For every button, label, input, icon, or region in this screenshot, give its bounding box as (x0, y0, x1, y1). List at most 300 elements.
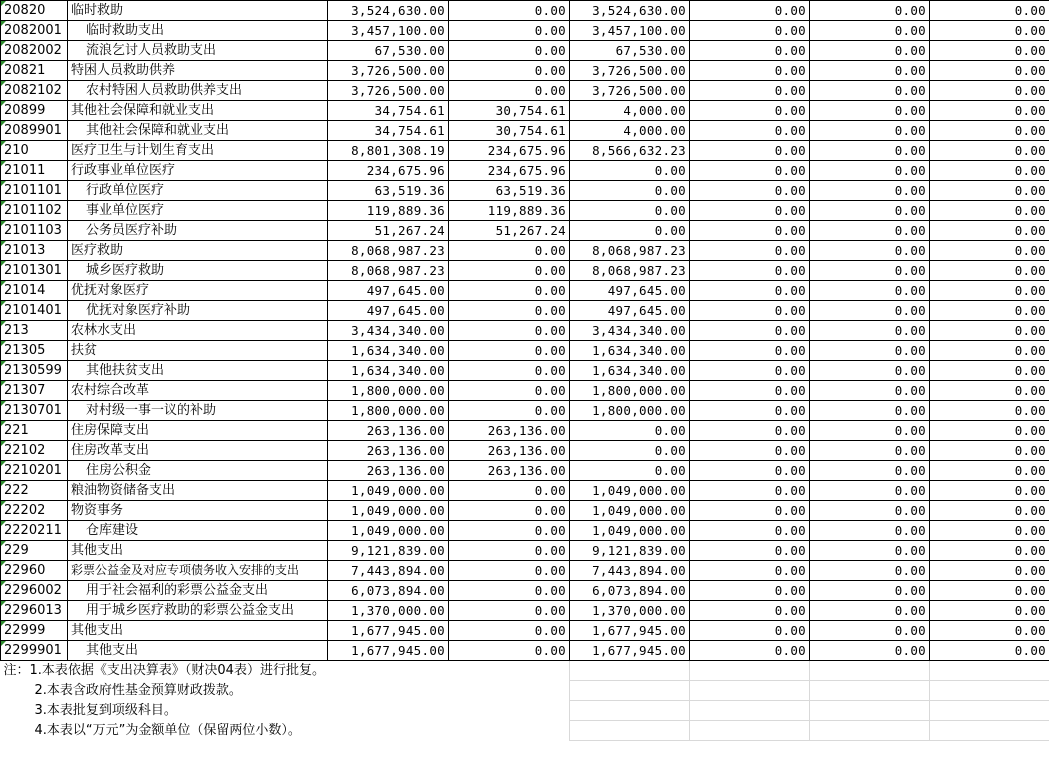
amount-cell[interactable]: 0.00 (930, 321, 1049, 341)
subject-name-cell[interactable]: 用于城乡医疗救助的彩票公益金支出 (68, 601, 328, 621)
amount-cell[interactable]: 0.00 (930, 41, 1049, 61)
amount-cell[interactable]: 0.00 (690, 561, 810, 581)
amount-cell[interactable]: 3,524,630.00 (328, 1, 449, 21)
amount-cell[interactable]: 0.00 (449, 581, 570, 601)
amount-cell[interactable]: 3,434,340.00 (570, 321, 690, 341)
subject-name-cell[interactable]: 仓库建设 (68, 521, 328, 541)
amount-cell[interactable]: 0.00 (449, 501, 570, 521)
table-row (1, 381, 1049, 401)
subject-name-cell[interactable]: 特困人员救助供养 (68, 61, 328, 81)
amount-cell[interactable]: 0.00 (810, 421, 930, 441)
empty-cell[interactable] (570, 721, 690, 741)
amount-cell[interactable]: 0.00 (690, 581, 810, 601)
subject-name-cell[interactable]: 农村综合改革 (68, 381, 328, 401)
subject-code-cell[interactable]: 21014 (1, 281, 68, 301)
amount-cell[interactable]: 0.00 (930, 641, 1049, 661)
amount-cell[interactable]: 63,519.36 (328, 181, 449, 201)
table-row (1, 221, 1049, 241)
empty-cell[interactable] (810, 701, 930, 721)
amount-cell[interactable]: 0.00 (930, 461, 1049, 481)
amount-cell[interactable]: 0.00 (690, 541, 810, 561)
subject-name-cell[interactable]: 临时救助 (68, 1, 328, 21)
subject-code-cell[interactable]: 2210201 (1, 461, 68, 481)
subject-code-cell[interactable]: 20899 (1, 101, 68, 121)
subject-name-cell[interactable]: 临时救助支出 (68, 21, 328, 41)
amount-cell[interactable]: 0.00 (930, 501, 1049, 521)
amount-cell[interactable]: 263,136.00 (449, 421, 570, 441)
amount-cell[interactable]: 0.00 (449, 561, 570, 581)
amount-cell[interactable]: 0.00 (930, 241, 1049, 261)
subject-code-cell[interactable]: 221 (1, 421, 68, 441)
subject-code-cell[interactable]: 2101102 (1, 201, 68, 221)
empty-cell[interactable] (690, 681, 810, 701)
amount-cell[interactable]: 63,519.36 (449, 181, 570, 201)
amount-cell[interactable]: 0.00 (810, 81, 930, 101)
amount-cell[interactable]: 0.00 (810, 301, 930, 321)
amount-cell[interactable]: 263,136.00 (328, 461, 449, 481)
empty-cell[interactable] (930, 721, 1049, 741)
amount-cell[interactable]: 8,068,987.23 (570, 241, 690, 261)
amount-cell[interactable]: 1,370,000.00 (328, 601, 449, 621)
amount-cell[interactable]: 1,800,000.00 (570, 381, 690, 401)
amount-cell[interactable]: 263,136.00 (449, 441, 570, 461)
subject-code-cell[interactable]: 22999 (1, 621, 68, 641)
amount-cell[interactable]: 0.00 (810, 101, 930, 121)
amount-cell[interactable]: 0.00 (810, 21, 930, 41)
amount-cell[interactable]: 0.00 (930, 601, 1049, 621)
amount-cell[interactable]: 8,566,632.23 (570, 141, 690, 161)
amount-cell[interactable]: 0.00 (810, 541, 930, 561)
amount-cell[interactable]: 0.00 (570, 221, 690, 241)
amount-cell[interactable]: 1,634,340.00 (570, 341, 690, 361)
amount-cell[interactable]: 0.00 (690, 161, 810, 181)
amount-cell[interactable]: 0.00 (449, 361, 570, 381)
table-row (1, 321, 1049, 341)
table-row (1, 541, 1049, 561)
amount-cell[interactable]: 0.00 (690, 221, 810, 241)
subject-code-cell[interactable]: 2082001 (1, 21, 68, 41)
subject-name-cell[interactable]: 流浪乞讨人员救助支出 (68, 41, 328, 61)
subject-name-cell[interactable]: 行政单位医疗 (68, 181, 328, 201)
amount-cell[interactable]: 1,049,000.00 (570, 501, 690, 521)
amount-cell[interactable]: 7,443,894.00 (328, 561, 449, 581)
amount-cell[interactable]: 34,754.61 (328, 101, 449, 121)
amount-cell[interactable]: 1,634,340.00 (328, 341, 449, 361)
amount-cell[interactable]: 0.00 (810, 1, 930, 21)
amount-cell[interactable]: 0.00 (810, 561, 930, 581)
subject-name-cell[interactable]: 事业单位医疗 (68, 201, 328, 221)
amount-cell[interactable]: 0.00 (690, 21, 810, 41)
subject-code-cell[interactable]: 2101301 (1, 261, 68, 281)
amount-cell[interactable]: 0.00 (930, 81, 1049, 101)
amount-cell[interactable]: 0.00 (570, 421, 690, 441)
empty-cell[interactable] (570, 661, 690, 681)
amount-cell[interactable]: 0.00 (810, 121, 930, 141)
amount-cell[interactable]: 3,524,630.00 (570, 1, 690, 21)
amount-cell[interactable]: 0.00 (449, 21, 570, 41)
amount-cell[interactable]: 1,800,000.00 (328, 381, 449, 401)
subject-name-cell[interactable]: 彩票公益金及对应专项债务收入安排的支出 (68, 561, 328, 581)
subject-name-cell[interactable]: 医疗救助 (68, 241, 328, 261)
amount-cell[interactable]: 1,677,945.00 (328, 641, 449, 661)
subject-code-cell[interactable]: 2101103 (1, 221, 68, 241)
amount-cell[interactable]: 0.00 (930, 361, 1049, 381)
amount-cell[interactable]: 0.00 (930, 21, 1049, 41)
empty-cell[interactable] (570, 701, 690, 721)
amount-cell[interactable]: 0.00 (930, 561, 1049, 581)
amount-cell[interactable]: 0.00 (810, 201, 930, 221)
amount-cell[interactable]: 51,267.24 (449, 221, 570, 241)
amount-cell[interactable]: 0.00 (690, 261, 810, 281)
amount-cell[interactable]: 263,136.00 (328, 421, 449, 441)
amount-cell[interactable]: 0.00 (449, 61, 570, 81)
subject-code-cell[interactable]: 222 (1, 481, 68, 501)
amount-cell[interactable]: 9,121,839.00 (328, 541, 449, 561)
amount-cell[interactable]: 1,800,000.00 (328, 401, 449, 421)
subject-name-cell[interactable]: 城乡医疗救助 (68, 261, 328, 281)
subject-name-cell[interactable]: 物资事务 (68, 501, 328, 521)
amount-cell[interactable]: 3,726,500.00 (328, 61, 449, 81)
amount-cell[interactable]: 0.00 (810, 621, 930, 641)
table-row (1, 281, 1049, 301)
amount-cell[interactable]: 0.00 (690, 521, 810, 541)
subject-name-cell[interactable]: 其他支出 (68, 541, 328, 561)
subject-code-cell[interactable]: 2296002 (1, 581, 68, 601)
amount-cell[interactable]: 0.00 (810, 441, 930, 461)
amount-cell[interactable]: 0.00 (690, 181, 810, 201)
amount-cell[interactable]: 1,049,000.00 (328, 481, 449, 501)
amount-cell[interactable]: 0.00 (690, 381, 810, 401)
amount-cell[interactable]: 1,634,340.00 (570, 361, 690, 381)
amount-cell[interactable]: 0.00 (930, 621, 1049, 641)
amount-cell[interactable]: 263,136.00 (449, 461, 570, 481)
subject-name-cell[interactable]: 公务员医疗补助 (68, 221, 328, 241)
amount-cell[interactable]: 0.00 (930, 381, 1049, 401)
subject-name-cell[interactable]: 对村级一事一议的补助 (68, 401, 328, 421)
subject-name-cell[interactable]: 农林水支出 (68, 321, 328, 341)
amount-cell[interactable]: 0.00 (570, 441, 690, 461)
amount-cell[interactable]: 0.00 (930, 61, 1049, 81)
subject-code-cell[interactable]: 2220211 (1, 521, 68, 541)
amount-cell[interactable]: 3,457,100.00 (328, 21, 449, 41)
amount-cell[interactable]: 0.00 (810, 161, 930, 181)
amount-cell[interactable]: 0.00 (810, 461, 930, 481)
amount-cell[interactable]: 0.00 (449, 401, 570, 421)
table-row (1, 101, 1049, 121)
amount-cell[interactable]: 0.00 (449, 621, 570, 641)
amount-cell[interactable]: 0.00 (690, 641, 810, 661)
amount-cell[interactable]: 119,889.36 (449, 201, 570, 221)
amount-cell[interactable]: 67,530.00 (328, 41, 449, 61)
amount-cell[interactable]: 0.00 (810, 241, 930, 261)
amount-cell[interactable]: 0.00 (810, 641, 930, 661)
amount-cell[interactable]: 0.00 (810, 521, 930, 541)
amount-cell[interactable]: 0.00 (690, 501, 810, 521)
amount-cell[interactable]: 1,677,945.00 (570, 641, 690, 661)
amount-cell[interactable]: 0.00 (930, 281, 1049, 301)
subject-name-cell[interactable]: 用于社会福利的彩票公益金支出 (68, 581, 328, 601)
amount-cell[interactable]: 0.00 (570, 461, 690, 481)
amount-cell[interactable]: 0.00 (810, 41, 930, 61)
amount-cell[interactable]: 0.00 (930, 421, 1049, 441)
subject-code-cell[interactable]: 2082002 (1, 41, 68, 61)
table-row (1, 421, 1049, 441)
subject-name-cell[interactable]: 其他社会保障和就业支出 (68, 121, 328, 141)
amount-cell[interactable]: 6,073,894.00 (328, 581, 449, 601)
empty-cell[interactable] (570, 681, 690, 701)
amount-cell[interactable]: 3,434,340.00 (328, 321, 449, 341)
subject-name-cell[interactable]: 扶贫 (68, 341, 328, 361)
subject-code-cell[interactable]: 2101101 (1, 181, 68, 201)
note-text: 2.本表含政府性基金预算财政拨款。 (34, 683, 242, 698)
amount-cell[interactable]: 3,726,500.00 (570, 81, 690, 101)
amount-cell[interactable]: 67,530.00 (570, 41, 690, 61)
amount-cell[interactable]: 0.00 (930, 581, 1049, 601)
amount-cell[interactable]: 0.00 (690, 141, 810, 161)
amount-cell[interactable]: 0.00 (930, 181, 1049, 201)
amount-cell[interactable]: 0.00 (930, 481, 1049, 501)
amount-cell[interactable]: 0.00 (449, 1, 570, 21)
amount-cell[interactable]: 0.00 (810, 321, 930, 341)
amount-cell[interactable]: 0.00 (690, 241, 810, 261)
subject-name-cell[interactable]: 其他支出 (68, 641, 328, 661)
subject-name-cell[interactable]: 住房公积金 (68, 461, 328, 481)
empty-cell[interactable] (690, 661, 810, 681)
subject-code-cell[interactable]: 22102 (1, 441, 68, 461)
subject-code-cell[interactable]: 21305 (1, 341, 68, 361)
amount-cell[interactable]: 497,645.00 (570, 301, 690, 321)
amount-cell[interactable]: 8,801,308.19 (328, 141, 449, 161)
subject-name-cell[interactable]: 住房改革支出 (68, 441, 328, 461)
subject-code-cell[interactable]: 21307 (1, 381, 68, 401)
amount-cell[interactable]: 7,443,894.00 (570, 561, 690, 581)
amount-cell[interactable]: 497,645.00 (570, 281, 690, 301)
subject-name-cell[interactable]: 行政事业单位医疗 (68, 161, 328, 181)
amount-cell[interactable]: 0.00 (930, 541, 1049, 561)
amount-cell[interactable]: 0.00 (690, 61, 810, 81)
subject-code-cell[interactable]: 22960 (1, 561, 68, 581)
amount-cell[interactable]: 0.00 (690, 301, 810, 321)
subject-code-cell[interactable]: 2299901 (1, 641, 68, 661)
table-row (1, 501, 1049, 521)
amount-cell[interactable]: 0.00 (810, 361, 930, 381)
amount-cell[interactable]: 1,049,000.00 (570, 521, 690, 541)
subject-code-cell[interactable]: 21013 (1, 241, 68, 261)
subject-code-cell[interactable]: 213 (1, 321, 68, 341)
subject-name-cell[interactable]: 其他支出 (68, 621, 328, 641)
amount-cell[interactable]: 1,800,000.00 (570, 401, 690, 421)
subject-code-cell[interactable]: 2130701 (1, 401, 68, 421)
amount-cell[interactable]: 0.00 (930, 201, 1049, 221)
amount-cell[interactable]: 0.00 (810, 261, 930, 281)
amount-cell[interactable]: 30,754.61 (449, 101, 570, 121)
amount-cell[interactable]: 0.00 (930, 401, 1049, 421)
amount-cell[interactable]: 0.00 (930, 121, 1049, 141)
empty-cell[interactable] (930, 681, 1049, 701)
note-text: 4.本表以“万元”为金额单位（保留两位小数）。 (34, 723, 301, 738)
amount-cell[interactable]: 8,068,987.23 (328, 261, 449, 281)
amount-cell[interactable]: 1,049,000.00 (328, 521, 449, 541)
amount-cell[interactable]: 0.00 (810, 501, 930, 521)
amount-cell[interactable]: 30,754.61 (449, 121, 570, 141)
amount-cell[interactable]: 0.00 (810, 581, 930, 601)
table-row (1, 561, 1049, 581)
amount-cell[interactable]: 51,267.24 (328, 221, 449, 241)
amount-cell[interactable]: 0.00 (930, 261, 1049, 281)
empty-cell[interactable] (930, 701, 1049, 721)
subject-name-cell[interactable]: 其他扶贫支出 (68, 361, 328, 381)
subject-code-cell[interactable]: 210 (1, 141, 68, 161)
amount-cell[interactable]: 3,457,100.00 (570, 21, 690, 41)
amount-cell[interactable]: 4,000.00 (570, 121, 690, 141)
amount-cell[interactable]: 0.00 (449, 541, 570, 561)
amount-cell[interactable]: 497,645.00 (328, 281, 449, 301)
subject-code-cell[interactable]: 2089901 (1, 121, 68, 141)
amount-cell[interactable]: 0.00 (690, 481, 810, 501)
amount-cell[interactable]: 0.00 (810, 601, 930, 621)
note-text: 注：1.本表依据《支出决算表》（财决04表）进行批复。 (3, 663, 325, 679)
amount-cell[interactable]: 0.00 (449, 301, 570, 321)
amount-cell[interactable]: 0.00 (810, 221, 930, 241)
amount-cell[interactable]: 0.00 (930, 521, 1049, 541)
note-row (1, 701, 1049, 721)
subject-name-cell[interactable]: 医疗卫生与计划生育支出 (68, 141, 328, 161)
empty-cell[interactable] (810, 721, 930, 741)
amount-cell[interactable]: 119,889.36 (328, 201, 449, 221)
amount-cell[interactable]: 0.00 (930, 161, 1049, 181)
amount-cell[interactable]: 8,068,987.23 (328, 241, 449, 261)
amount-cell[interactable]: 0.00 (690, 81, 810, 101)
subject-code-cell[interactable]: 21011 (1, 161, 68, 181)
amount-cell[interactable]: 0.00 (930, 301, 1049, 321)
amount-cell[interactable]: 3,726,500.00 (570, 61, 690, 81)
amount-cell[interactable]: 234,675.96 (328, 161, 449, 181)
subject-name-cell[interactable]: 住房保障支出 (68, 421, 328, 441)
amount-cell[interactable]: 0.00 (810, 281, 930, 301)
amount-cell[interactable]: 0.00 (810, 181, 930, 201)
amount-cell[interactable]: 1,370,000.00 (570, 601, 690, 621)
subject-code-cell[interactable]: 2082102 (1, 81, 68, 101)
subject-code-cell[interactable]: 20821 (1, 61, 68, 81)
amount-cell[interactable]: 9,121,839.00 (570, 541, 690, 561)
note-row (1, 661, 1049, 681)
amount-cell[interactable]: 0.00 (930, 221, 1049, 241)
amount-cell[interactable]: 0.00 (810, 481, 930, 501)
amount-cell[interactable]: 0.00 (570, 181, 690, 201)
amount-cell[interactable]: 34,754.61 (328, 121, 449, 141)
subject-name-cell[interactable]: 优抚对象医疗 (68, 281, 328, 301)
amount-cell[interactable]: 0.00 (930, 1, 1049, 21)
amount-cell[interactable]: 0.00 (930, 441, 1049, 461)
amount-cell[interactable]: 0.00 (449, 481, 570, 501)
amount-cell[interactable]: 0.00 (449, 261, 570, 281)
empty-cell[interactable] (810, 661, 930, 681)
amount-cell[interactable]: 6,073,894.00 (570, 581, 690, 601)
amount-cell[interactable]: 0.00 (690, 441, 810, 461)
amount-cell[interactable]: 0.00 (690, 341, 810, 361)
amount-cell[interactable]: 0.00 (449, 641, 570, 661)
amount-cell[interactable]: 1,677,945.00 (570, 621, 690, 641)
amount-cell[interactable]: 0.00 (690, 121, 810, 141)
amount-cell[interactable]: 497,645.00 (328, 301, 449, 321)
note-text: 3.本表批复到项级科目。 (34, 703, 177, 718)
subject-code-cell[interactable]: 229 (1, 541, 68, 561)
subject-code-cell[interactable]: 22202 (1, 501, 68, 521)
amount-cell[interactable]: 1,049,000.00 (328, 501, 449, 521)
amount-cell[interactable]: 0.00 (690, 621, 810, 641)
amount-cell[interactable]: 0.00 (449, 381, 570, 401)
amount-cell[interactable]: 0.00 (690, 321, 810, 341)
amount-cell[interactable]: 0.00 (570, 201, 690, 221)
amount-cell[interactable]: 0.00 (449, 241, 570, 261)
table-row (1, 441, 1049, 461)
amount-cell[interactable]: 0.00 (930, 341, 1049, 361)
amount-cell[interactable]: 4,000.00 (570, 101, 690, 121)
empty-cell[interactable] (690, 721, 810, 741)
subject-name-cell[interactable]: 粮油物资储备支出 (68, 481, 328, 501)
amount-cell[interactable]: 1,049,000.00 (570, 481, 690, 501)
amount-cell[interactable]: 0.00 (810, 61, 930, 81)
amount-cell[interactable]: 0.00 (690, 1, 810, 21)
amount-cell[interactable]: 1,634,340.00 (328, 361, 449, 381)
amount-cell[interactable]: 0.00 (810, 341, 930, 361)
amount-cell[interactable]: 234,675.96 (449, 161, 570, 181)
subject-name-cell[interactable]: 其他社会保障和就业支出 (68, 101, 328, 121)
subject-code-cell[interactable]: 2130599 (1, 361, 68, 381)
amount-cell[interactable]: 0.00 (690, 361, 810, 381)
amount-cell[interactable]: 0.00 (690, 601, 810, 621)
table-row (1, 401, 1049, 421)
subject-code-cell[interactable]: 2296013 (1, 601, 68, 621)
amount-cell[interactable]: 0.00 (810, 141, 930, 161)
amount-cell[interactable]: 0.00 (449, 601, 570, 621)
amount-cell[interactable]: 0.00 (690, 201, 810, 221)
amount-cell[interactable]: 3,726,500.00 (328, 81, 449, 101)
amount-cell[interactable]: 0.00 (810, 401, 930, 421)
subject-name-cell[interactable]: 农村特困人员救助供养支出 (68, 81, 328, 101)
amount-cell[interactable]: 8,068,987.23 (570, 261, 690, 281)
amount-cell[interactable]: 0.00 (449, 341, 570, 361)
amount-cell[interactable]: 0.00 (449, 321, 570, 341)
amount-cell[interactable]: 0.00 (930, 101, 1049, 121)
table-row (1, 201, 1049, 221)
amount-cell[interactable]: 0.00 (449, 281, 570, 301)
amount-cell[interactable]: 0.00 (449, 521, 570, 541)
subject-code-cell[interactable]: 2101401 (1, 301, 68, 321)
empty-cell[interactable] (930, 661, 1049, 681)
amount-cell[interactable]: 0.00 (690, 281, 810, 301)
amount-cell[interactable]: 0.00 (570, 161, 690, 181)
amount-cell[interactable]: 234,675.96 (449, 141, 570, 161)
table-row (1, 641, 1049, 661)
amount-cell[interactable]: 263,136.00 (328, 441, 449, 461)
amount-cell[interactable]: 0.00 (690, 101, 810, 121)
amount-cell[interactable]: 0.00 (690, 401, 810, 421)
subject-name-cell[interactable]: 优抚对象医疗补助 (68, 301, 328, 321)
amount-cell[interactable]: 0.00 (810, 381, 930, 401)
subject-code-cell[interactable]: 20820 (1, 1, 68, 21)
amount-cell[interactable]: 0.00 (690, 41, 810, 61)
empty-cell[interactable] (810, 681, 930, 701)
amount-cell[interactable]: 0.00 (690, 421, 810, 441)
table-row (1, 361, 1049, 381)
amount-cell[interactable]: 0.00 (449, 41, 570, 61)
empty-cell[interactable] (690, 701, 810, 721)
amount-cell[interactable]: 1,677,945.00 (328, 621, 449, 641)
amount-cell[interactable]: 0.00 (930, 141, 1049, 161)
amount-cell[interactable]: 0.00 (449, 81, 570, 101)
amount-cell[interactable]: 0.00 (690, 461, 810, 481)
